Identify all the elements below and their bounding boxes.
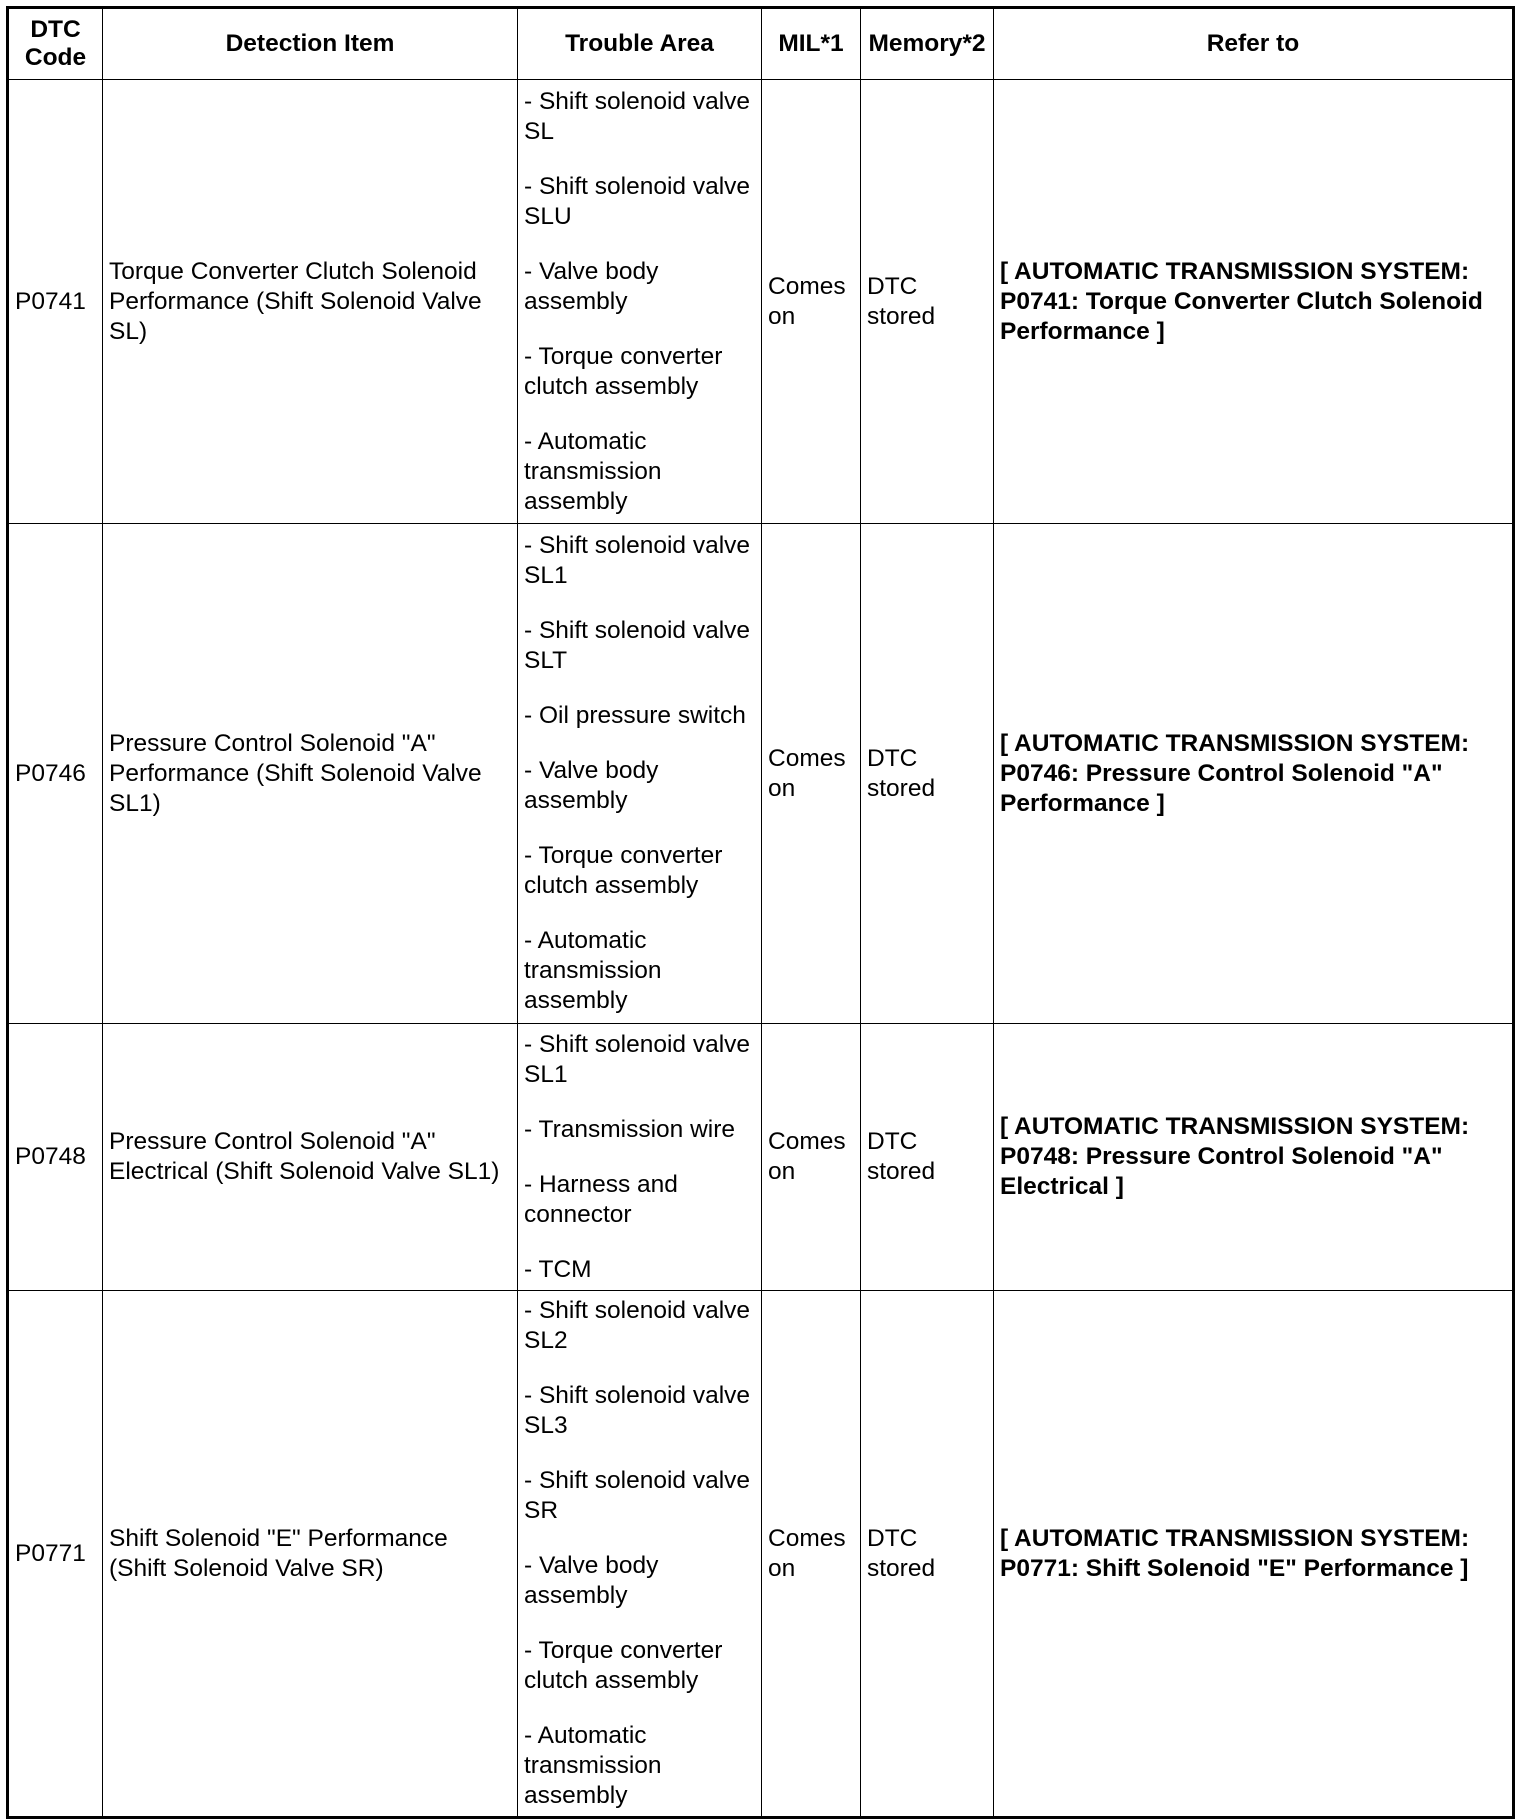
trouble-area-item: - Transmission wire [524, 1115, 736, 1143]
trouble-area-item: - Shift solenoid valve SL [524, 87, 751, 145]
trouble-area-list [524, 1296, 755, 1811]
dtc-code-cell: P0771 [8, 1291, 103, 1818]
dtc-table [6, 6, 1515, 1819]
trouble-area-list [524, 87, 755, 517]
mil-cell: Comes on [762, 80, 861, 524]
memory-cell: DTC stored [861, 1024, 994, 1291]
header-trouble-area: Trouble Area [518, 8, 762, 80]
memory-cell: DTC stored [861, 1291, 994, 1818]
trouble-area-item: - Torque converter clutch assembly [524, 842, 723, 899]
trouble-area-item: - Oil pressure switch [524, 702, 746, 729]
trouble-area-item: - Automatic transmission assembly [524, 427, 662, 515]
trouble-area-cell [518, 1024, 762, 1291]
trouble-area-item: - Shift solenoid valve SL2 [524, 1297, 751, 1354]
memory-cell: DTC stored [861, 524, 994, 1024]
trouble-area-list [524, 1030, 755, 1285]
mil-cell: Comes on [762, 1024, 861, 1291]
header-detection-item: Detection Item [103, 8, 518, 80]
trouble-area-cell [518, 80, 762, 524]
dtc-code-cell: P0741 [8, 80, 103, 524]
header-row [8, 8, 1514, 80]
table-body [8, 80, 1514, 1818]
trouble-area-item: - Valve body assembly [524, 757, 659, 814]
refer-to-cell: [ AUTOMATIC TRANSMISSION SYSTEM: P0741: Torque Converter Clutch Solenoid Performance ] [994, 80, 1514, 524]
table-row [8, 1291, 1514, 1818]
trouble-area-cell [518, 1291, 762, 1818]
detection-item-cell: Shift Solenoid "E" Performance (Shift Solenoid Valve SR) [103, 1291, 518, 1818]
trouble-area-item: - Shift solenoid valve SL3 [524, 1382, 751, 1439]
refer-to-cell: [ AUTOMATIC TRANSMISSION SYSTEM: P0746: Pressure Control Solenoid "A" Performance ] [994, 524, 1514, 1024]
refer-to-cell: [ AUTOMATIC TRANSMISSION SYSTEM: P0771: Shift Solenoid "E" Performance ] [994, 1291, 1514, 1818]
table-row [8, 80, 1514, 524]
mil-cell: Comes on [762, 524, 861, 1024]
detection-item-cell: Torque Converter Clutch Solenoid Performance (Shift Solenoid Valve SL) [103, 80, 518, 524]
header-dtc-code-line2: Code [24, 44, 87, 71]
dtc-code-cell: P0748 [8, 1024, 103, 1291]
trouble-area-item: - Torque converter clutch assembly [524, 1637, 723, 1694]
header-dtc-code [8, 8, 103, 80]
trouble-area-item: - TCM [524, 1255, 592, 1283]
trouble-area-item: - Shift solenoid valve SL1 [524, 532, 751, 589]
trouble-area-cell [518, 524, 762, 1024]
mil-cell: Comes on [762, 1291, 861, 1818]
table-row [8, 1024, 1514, 1291]
trouble-area-item: - Harness and connector [524, 1170, 678, 1228]
memory-cell: DTC stored [861, 80, 994, 524]
trouble-area-item: - Shift solenoid valve SLT [524, 617, 751, 674]
header-mil: MIL*1 [762, 8, 861, 80]
trouble-area-item: - Shift solenoid valve SL1 [524, 1030, 751, 1088]
header-memory: Memory*2 [861, 8, 994, 80]
detection-item-cell: Pressure Control Solenoid "A" Performance (Shift Solenoid Valve SL1) [103, 524, 518, 1024]
trouble-area-item: - Automatic transmission assembly [524, 1722, 662, 1809]
trouble-area-item: - Shift solenoid valve SLU [524, 172, 751, 230]
table-header [8, 8, 1514, 80]
trouble-area-item: - Valve body assembly [524, 1552, 659, 1609]
table-row [8, 524, 1514, 1024]
trouble-area-item: - Valve body assembly [524, 257, 659, 315]
refer-to-cell: [ AUTOMATIC TRANSMISSION SYSTEM: P0748: Pressure Control Solenoid "A" Electrical ] [994, 1024, 1514, 1291]
detection-item-cell: Pressure Control Solenoid "A" Electrical (Shift Solenoid Valve SL1) [103, 1024, 518, 1291]
dtc-code-cell: P0746 [8, 524, 103, 1024]
header-refer-to: Refer to [994, 8, 1514, 80]
header-dtc-code-line1: DTC [30, 16, 81, 43]
trouble-area-list [524, 531, 755, 1016]
trouble-area-item: - Torque converter clutch assembly [524, 342, 723, 400]
trouble-area-item: - Automatic transmission assembly [524, 927, 662, 1014]
trouble-area-item: - Shift solenoid valve SR [524, 1467, 751, 1524]
